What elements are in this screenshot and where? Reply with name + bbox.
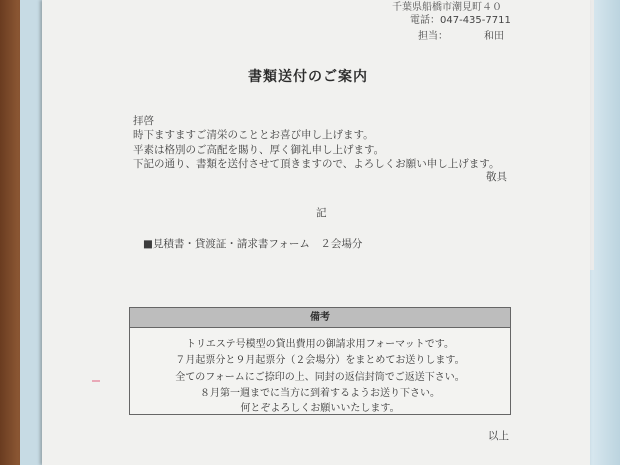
notes-line-2: ７月起票分と９月起票分（２会場分）をまとめてお送りします。 <box>175 355 465 366</box>
closing: 敬具 <box>486 171 507 183</box>
document-title: 書類送付のご案内 <box>248 69 368 85</box>
notes-heading: 備考 <box>130 308 510 328</box>
notes-box <box>129 307 511 415</box>
notes-line-3: 全てのフォームにご捺印の上、同封の返信封筒でご返送下さい。 <box>175 372 465 383</box>
body-line-1: 時下ますますご清栄のこととお喜び申し上げます。 <box>133 129 374 141</box>
notes-line-5: 何とぞよろしくお願いいたします。 <box>240 403 400 414</box>
body-line-3: 下記の通り、書類を送付させて頂きますので、よろしくお願い申し上げます。 <box>133 158 500 170</box>
notes-line-4: ８月第一週までに当方に到着するようお送り下さい。 <box>200 388 440 399</box>
body-line-2: 平素は格別のご高配を賜り、厚く御礼申し上げます。 <box>133 144 385 156</box>
notes-line-1: トリエステ号模型の貸出費用の御請求用フォーマットです。 <box>186 339 454 350</box>
contact-label: 担当： <box>418 31 448 42</box>
greeting: 拝啓 <box>133 115 154 127</box>
end-mark: 以上 <box>488 430 509 442</box>
enclosed-item: ■見積書・貸渡証・請求書フォーム ２会場分 <box>143 238 363 250</box>
sender-phone: 電話：047-435-7711 <box>410 15 511 26</box>
contact-name: 和田 <box>484 31 504 42</box>
ki-heading: 記 <box>316 207 327 219</box>
sender-address: 千葉県船橋市潮見町４０ <box>392 2 502 13</box>
ink-mark <box>92 380 100 382</box>
